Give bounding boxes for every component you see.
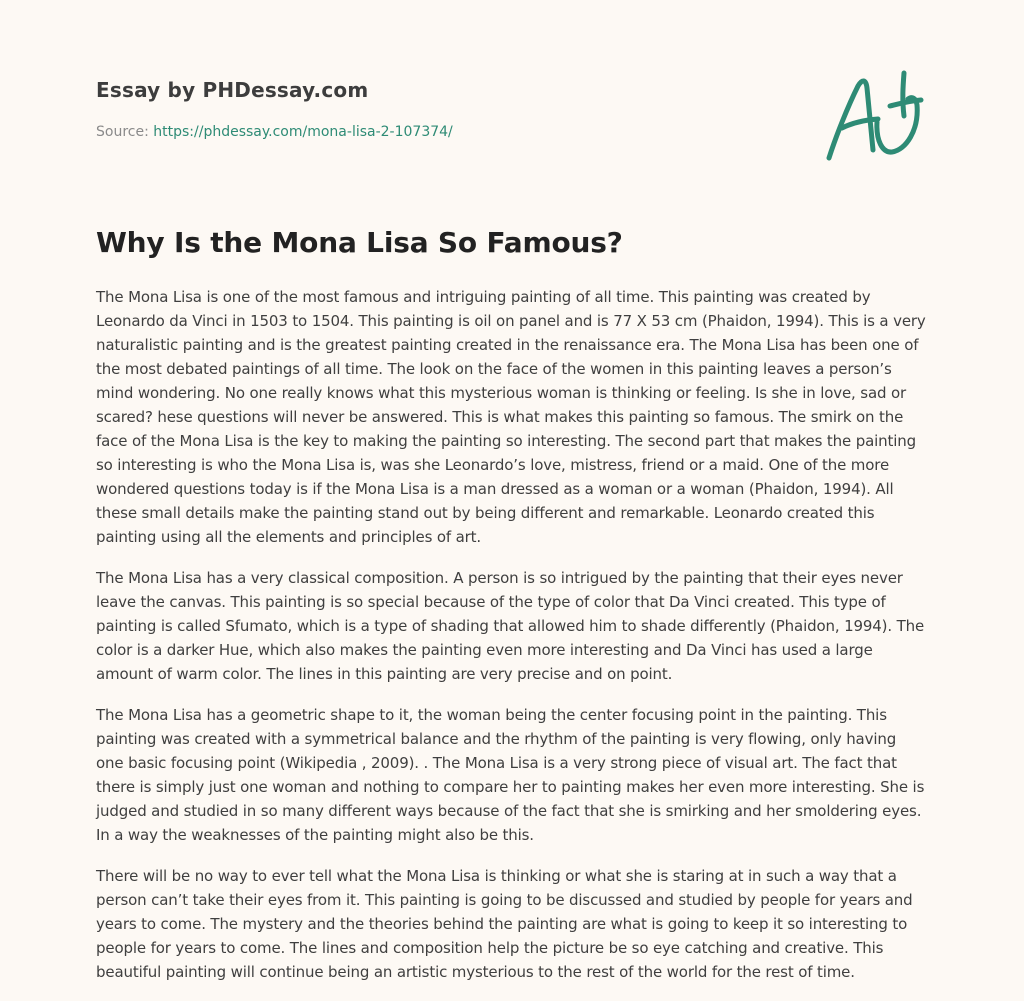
- paragraph: The Mona Lisa has a geometric shape to it, the woman being the center focusing point in the painting. This painting was created with a symmetrical balance and the rhythm of the painting is very flowing, only having one basic focusing point (Wikipedia , 2009). . The Mona Lisa is a very strong piece of visual art. The fact that there is simply just one woman and nothing to compare her to painting makes her even more interesting. She is judged and studied in so many different ways because of the fact that she is smirking and her smoldering eyes. In a way the weaknesses of the painting might also be this.: [96, 706, 925, 844]
- paragraph: There will be no way to ever tell what the Mona Lisa is thinking or what she is staring at in such a way that a person can’t take their eyes from it. This painting is going to be discussed and studied by people for years and years to come. The mystery and the theories behind the painting are what is going to keep it so interesting to people for years to come. The lines and composition help the picture be so eye catching and creative. This beautiful painting will continue being an artistic mysterious to the rest of the world for the rest of time.: [96, 867, 913, 981]
- paragraph: The Mona Lisa is one of the most famous and intriguing painting of all time. This painting was created by Leonardo da Vinci in 1503 to 1504. This painting is oil on panel and is 77 X 53 cm (Phaidon, 1994). This is a very naturalistic painting and is the greatest painting created in the renaissance era. The Mona Lisa has been one of the most debated paintings of all time. The look on the face of the women in this painting leaves a person’s mind wondering. No one really knows what this mysterious woman is thinking or feeling. Is she in love, sad or scared? hese questions will never be answered. This is what makes this painting so famous. The smirk on the face of the Mona Lisa is the key to making the painting so interesting. The second part that makes the painting so interesting is who the Mona Lisa is, was she Leonardo’s love, mistress, friend or a maid. One of the more wondered questions today is if the Mona Lisa is a man dressed as a woman or a woman (Phaidon, 1994). All these small details make the painting stand out by being different and remarkable. Leonardo created this painting using all the elements and principles of art.: [96, 288, 926, 546]
- site-brand: Essay by PHDessay.com: [96, 78, 369, 102]
- source-label: Source:: [96, 124, 154, 140]
- paragraph: The Mona Lisa has a very classical composition. A person is so intrigued by the painting that their eyes never leave the canvas. This painting is so special because of the type of color that Da Vinci created. This type of painting is called Sfumato, which is a type of shading that allowed him to shade differently (Phaidon, 1994). The color is a darker Hue, which also makes the painting even more interesting and Da Vinci has used a large amount of warm color. The lines in this painting are very precise and on point.: [96, 569, 925, 683]
- source-link[interactable]: https://phdessay.com/mona-lisa-2-107374/: [153, 124, 453, 140]
- article-title: Why Is the Mona Lisa So Famous?: [96, 226, 623, 259]
- a-plus-logo-icon: [822, 68, 926, 164]
- page-header: [96, 78, 453, 140]
- article-body: [96, 285, 928, 1001]
- source-line: [96, 124, 453, 140]
